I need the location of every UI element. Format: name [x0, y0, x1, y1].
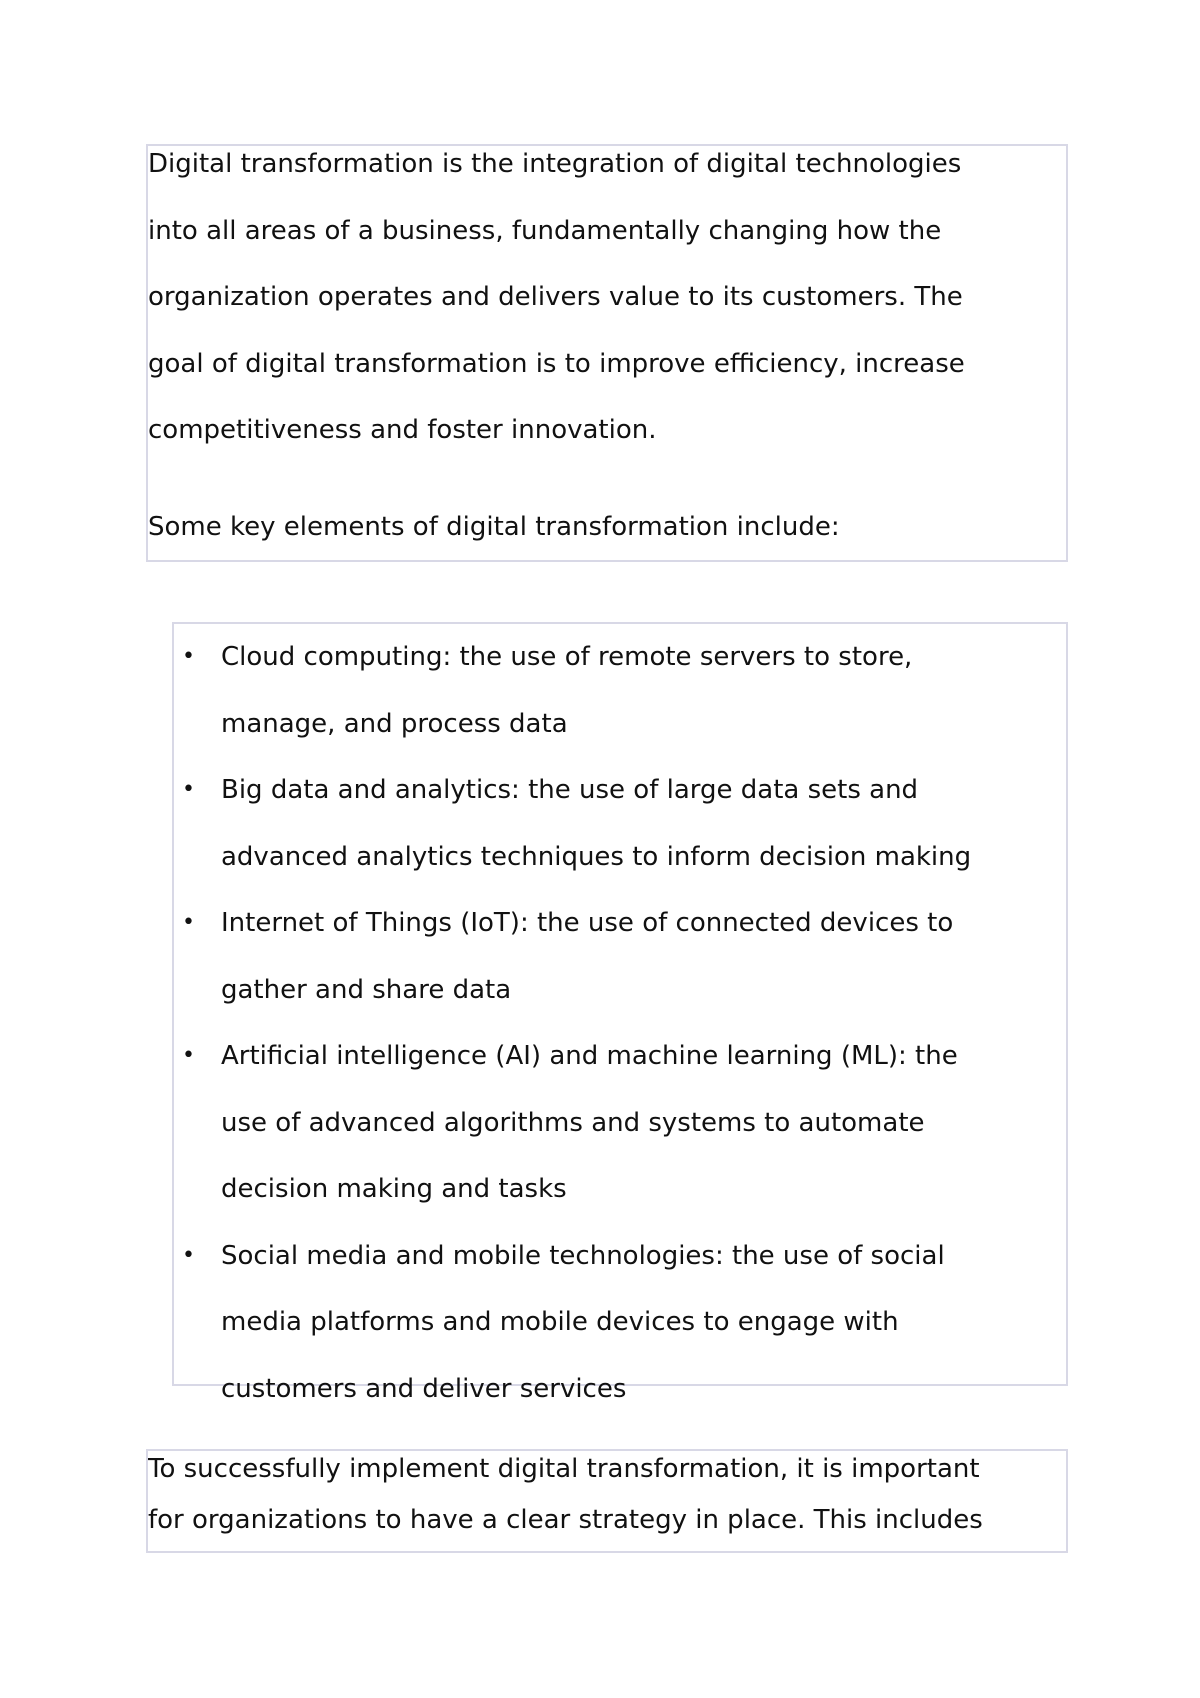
list-item-line: use of advanced algorithms and systems to automate: [221, 1107, 925, 1138]
list-item-line: gather and share data: [221, 974, 512, 1005]
list-item: [174, 624, 1066, 757]
intro-line-5: competitiveness and foster innovation.: [148, 415, 657, 445]
intro-line-2: into all areas of a business, fundamentally changing how the: [148, 215, 942, 246]
list-item: [174, 1223, 1066, 1423]
closing-line-2: for organizations to have a clear strategy in place. This includes: [148, 1505, 983, 1535]
list-item: [174, 1023, 1066, 1223]
list-item-line: Artificial intelligence (AI) and machine learning (ML): the: [221, 1041, 958, 1071]
intro-text-block: [146, 144, 1068, 562]
list-item-line: customers and deliver services: [221, 1373, 627, 1404]
document-body: [146, 144, 1068, 1553]
bullet-icon: •: [182, 777, 195, 802]
list-lead-in: Some key elements of digital transformation include:: [148, 511, 840, 542]
list-item-line: Social media and mobile technologies: the use of social: [221, 1240, 945, 1271]
list-item: [174, 890, 1066, 1023]
key-elements-list: [174, 624, 1066, 1422]
list-item-line: media platforms and mobile devices to engage with: [221, 1307, 899, 1337]
list-item-line: decision making and tasks: [221, 1174, 567, 1204]
key-elements-list-block: [172, 622, 1068, 1404]
list-item-line: advanced analytics techniques to inform decision making: [221, 841, 972, 872]
bullet-icon: •: [182, 1043, 195, 1068]
bullet-icon: •: [182, 644, 195, 669]
closing-line-1: To successfully implement digital transformation, it is important: [148, 1454, 980, 1484]
bullet-icon: •: [182, 910, 195, 935]
intro-line-1: Digital transformation is the integration of digital technologies: [148, 149, 962, 179]
intro-line-3: organization operates and delivers value to its customers. The: [148, 282, 963, 312]
intro-line-4: goal of digital transformation is to improve efficiency, increase: [148, 348, 965, 379]
list-item: [174, 757, 1066, 890]
list-item-line: manage, and process data: [221, 708, 568, 739]
bullet-icon: •: [182, 1242, 195, 1268]
list-item-line: Internet of Things (IoT): the use of connected devices to: [221, 908, 954, 938]
list-item-line: Big data and analytics: the use of large data sets and: [221, 775, 919, 805]
list-item-line: Cloud computing: the use of remote servers to store,: [221, 642, 913, 672]
closing-text-block: [146, 1449, 1068, 1553]
